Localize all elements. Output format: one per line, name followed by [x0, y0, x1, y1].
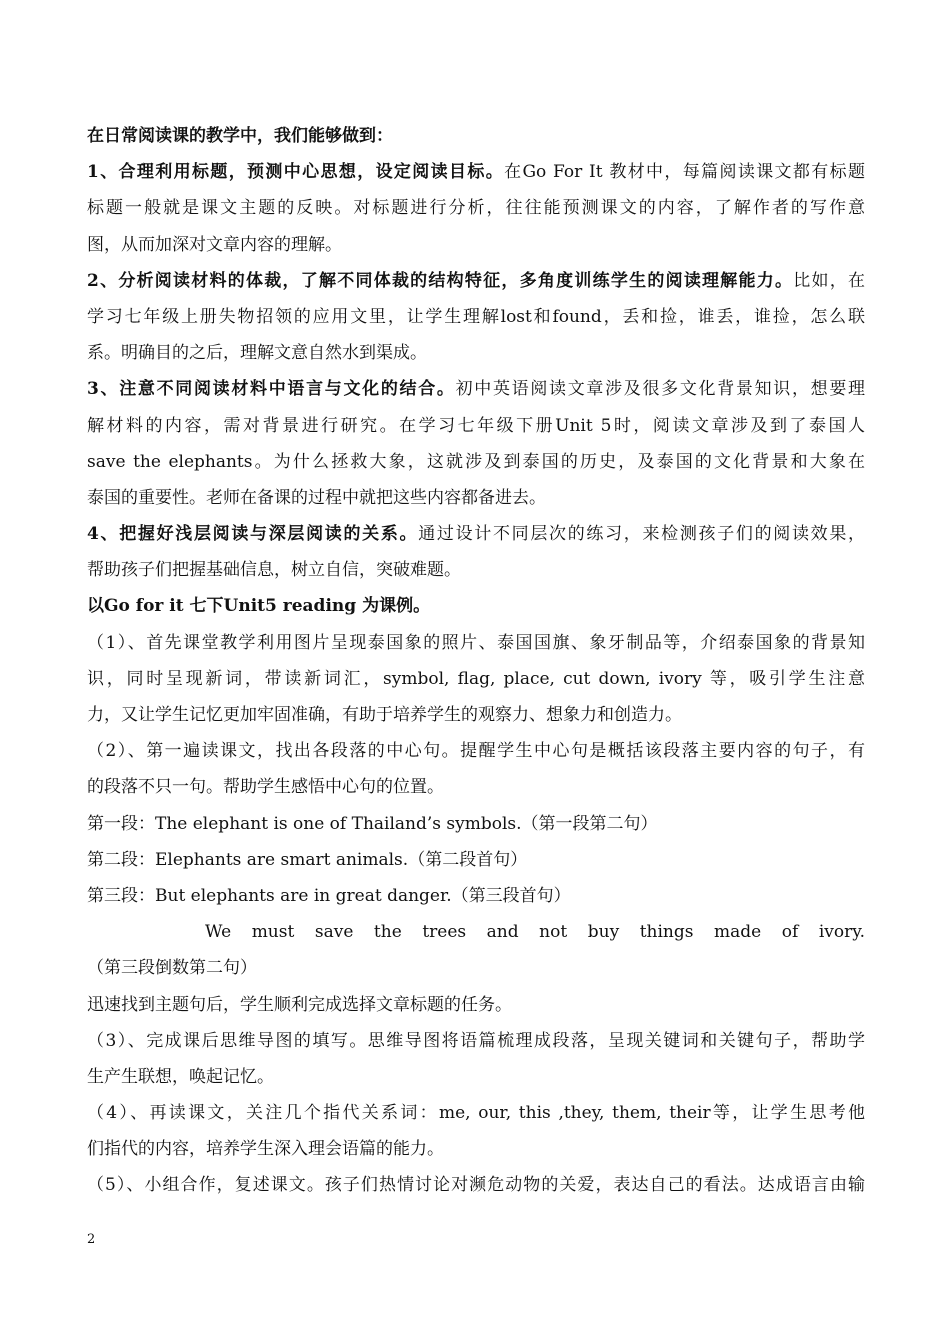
step-3-line-2: 生产生联想，唤起记忆。	[87, 1066, 274, 1087]
paragraph-1-heading: 1、合理利用标题，预测中心思想，设定阅读目标。	[87, 162, 505, 183]
paragraph-4-line-1: 4、把握好浅层阅读与深层阅读的关系。通过设计不同层次的练习，来检测孩子们的阅读效果，	[87, 524, 865, 545]
after-topic-sentences: 迅速找到主题句后，学生顺利完成选择文章标题的任务。	[87, 994, 512, 1015]
step-3-line-1: （3）、完成课后思维导图的填写。思维导图将语篇梳理成段落，呈现关键词和关键句子，帮助学	[87, 1030, 865, 1051]
topic-sentence-paragraph-3: 第三段：But elephants are in great danger.（第三段首句）	[87, 885, 571, 906]
paragraph-2-line-3: 系。明确目的之后，理解文意自然水到渠成。	[87, 343, 427, 364]
paragraph-3-line-1: 3、注意不同阅读材料中语言与文化的结合。初中英语阅读文章涉及很多文化背景知识，想要理	[87, 379, 865, 400]
step-1-line-2: 识，同时呈现新词，带读新词汇，symbol, flag, place, cut down, ivory 等，吸引学生注意	[87, 668, 865, 689]
topic-sentence-paragraph-1: 第一段：The elephant is one of Thailand’s symbols.（第一段第二句）	[87, 813, 658, 834]
step-1-line-3: 力，又让学生记忆更加牢固准确，有助于培养学生的观察力、想象力和创造力。	[87, 705, 682, 725]
paragraph-3-heading: 3、注意不同阅读材料中语言与文化的结合。	[87, 379, 456, 400]
paragraph-2-line-2: 学习七年级上册失物招领的应用文里，让学生理解lost和found，丢和捡，谁丢，谁捡，怎么联	[87, 306, 865, 327]
paragraph-3-line-2: 解材料的内容，需对背景进行研究。在学习七年级下册Unit 5时，阅读文章涉及到了泰国人	[87, 415, 865, 436]
paragraph-1-line-2: 标题一般就是课文主题的反映。对标题进行分析，往往能预测课文的内容，了解作者的写作意	[87, 198, 865, 219]
step-4-line-1: （4）、再读课文，关注几个指代关系词：me, our, this ,they, them, their等，让学生思考他	[87, 1103, 865, 1124]
step-2-line-1: （2）、第一遍读课文，找出各段落的中心句。提醒学生中心句是概括该段落主要内容的句子，有	[87, 741, 865, 762]
paragraph-1-line-1: 1、合理利用标题，预测中心思想，设定阅读目标。在Go For It 教材中，每篇阅读课文都有标题	[87, 162, 865, 183]
paragraph-3-line-3: save the elephants。为什么拯救大象，这就涉及到泰国的历史，及泰国的文化背景和大象在	[87, 451, 865, 472]
paragraph-4-heading: 4、把握好浅层阅读与深层阅读的关系。	[87, 524, 419, 545]
step-5-line-1: （5）、小组合作，复述课文。孩子们热情讨论对濒危动物的关爱，表达自己的看法。达成语言由输	[87, 1175, 865, 1196]
topic-sentence-paragraph-2: 第二段：Elephants are smart animals.（第二段首句）	[87, 849, 528, 870]
page-number: 2	[87, 1232, 96, 1247]
paragraph-3-line-4: 泰国的重要性。老师在备课的过程中就把这些内容都备进去。	[87, 487, 546, 508]
step-2-line-2: 的段落不只一句。帮助学生感悟中心句的位置。	[87, 777, 444, 798]
section-heading: 在日常阅读课的教学中，我们能够做到：	[87, 126, 393, 146]
step-1-line-1: （1）、首先课堂教学利用图片呈现泰国象的照片、泰国国旗、象牙制品等，介绍泰国象的背景知	[87, 632, 865, 653]
paragraph-2-line-1: 2、分析阅读材料的体裁，了解不同体裁的结构特征，多角度训练学生的阅读理解能力。比如，在	[87, 270, 865, 291]
topic-sentence-paragraph-3b: We must save the trees and not buy things made of ivory.	[205, 922, 865, 943]
paragraph-2-heading: 2、分析阅读材料的体裁，了解不同体裁的结构特征，多角度训练学生的阅读理解能力。	[87, 270, 794, 291]
topic-sentence-paragraph-3b-note: （第三段倒数第二句）	[87, 958, 257, 979]
document-body	[87, 118, 865, 1204]
paragraph-4-line-2: 帮助孩子们把握基础信息，树立自信，突破难题。	[87, 560, 461, 581]
example-title: 以Go for it 七下Unit5 reading 为课例。	[87, 596, 431, 617]
step-4-line-2: 们指代的内容，培养学生深入理会语篇的能力。	[87, 1139, 444, 1160]
paragraph-1-line-3: 图，从而加深对文章内容的理解。	[87, 234, 342, 255]
